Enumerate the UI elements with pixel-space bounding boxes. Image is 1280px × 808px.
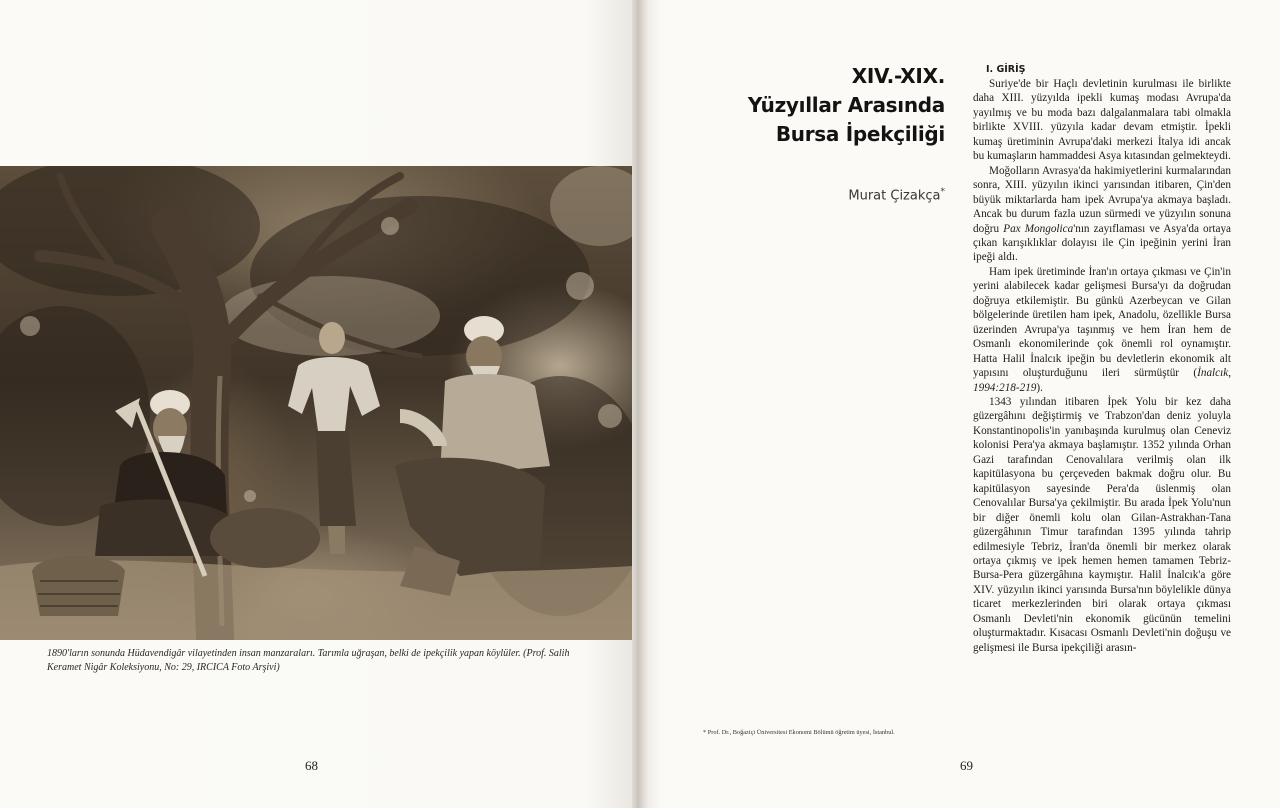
left-page xyxy=(0,0,636,808)
photo-caption: 1890'ların sonunda Hüdavendigâr vilayetinden insan manzaraları. Tarımla uğraşan, belki de ipekçilik yapan köylüler. (Prof. Salih Keramet Nigâr Koleksiyonu, No: 29, IRCICA Foto Arşivi) xyxy=(47,648,570,673)
paragraph-1: Suriye'de bir Haçlı devletinin kurulması ile birlikte daha XIII. yüzyılda ipekli kumaş modası Avrupa'da yayılmış ve bu moda bazı dalgalanmalara tabi olmakla birlikte XVIII. yüzyıla kadar devam etmiştir. İpekli kumaş üretiminin Avrupa'daki merkezi İtalya idi ancak bu kumaşların hammaddesi Asya kıtasından gelmekteydi. xyxy=(973,78,1231,163)
title-line-2: Yüzyıllar Arasında xyxy=(747,93,945,117)
paragraph-3-text-a: Ham ipek üretiminde İran'ın ortaya çıkması ve Çin'in yerini alabilecek kadar gelişmesi Bursa'yı da doğrudan doğruya etkilemiştir. Bu günkü Azerbeycan ve Gilan bölgelerinde üretilen ham ipek, Anadolu, özellikle Bursa üzerinden Avrupa'ya taşınmış ve hem İran hem de Osmanlı ekonomilerinde çok önemli rol oynamıştır. Hatta Halil İnalcık ipeğin bu devletlerin ekonomik alt yapısını oluşturduğunu ileri sürmüştür ( xyxy=(973,265,1231,380)
author-text: Murat Çizakça xyxy=(848,188,941,204)
citation-inalcik: İnalcık, 1994:218-219 xyxy=(973,367,1231,394)
page-number-left: 68 xyxy=(305,758,318,773)
author-footnote-mark: * xyxy=(940,187,945,197)
paragraph-3-text-b: ). xyxy=(1036,381,1043,394)
page-number-right: 69 xyxy=(960,758,973,773)
paragraph-2-text-b: 'nın zayıflaması ve Asya'da ortaya çıkan karışıklıklar dolayısı ile Çin ipeğinin yerini İran ipeği aldı. xyxy=(973,222,1232,264)
paragraph-2-text-a: Moğolların Avrasya'da hakimiyetlerini kurmalarından sonra, XIII. yüzyılın ikinci yarısından itibaren, Çin'den büyük miktarlarda ham ipek Avrupa'ya akmaya başladı. Ancak bu durum fazla uzun sürmedi ve yüzyılın sonuna doğru xyxy=(973,164,1231,235)
title-line-1: XIV.-XIX. xyxy=(851,64,945,88)
paragraph-3 xyxy=(973,265,1231,395)
paragraph-4: 1343 yılından itibaren İpek Yolu bir kez daha güzergâhını değiştirmiş ve Trabzon'dan deniz yoluyla Konstantinopolis'in yanıbaşında kurulmuş olan Ceneviz kolonisi Pera'ya akmaya başlamıştır. 1352 yılında Orhan Gazi tarafından Cenovalılara verilmiş olan ilk kapitülasyona bu çerçeveden bakmak doğru olur. Bu kapitülasyon sayesinde Pera'da üslenmiş olan Cenovalılar Bursa'ya çekilmiştir. Bu arada İpek Yolu'nun bir diğer önemli kolu olan Gilan-Astrakhan-Tana güzergâhının Timur tarafından 1395 yılında tahrip edilmesiyle Tebriz, İran'da önemli bir merkez olarak ortaya çıkmış ve ipek hemen hemen tamamen Tebriz-Bursa-Pera güzergâhına kaymıştır. Halil İnalcık'a göre XIV. yüzyılın ikinci yarısında Bursa'nın böylelikle dünya ticaret merkezlerinden biri olarak ortaya çıkması Osmanlı Devleti'nin ekonomik gücünün temelini oluşturmaktadır. Kısacası Osmanlı Devleti'nin doğuşu ve gelişmesi ile Bursa ipekçiliği arasın- xyxy=(973,395,1231,654)
section-heading: I. GİRİŞ xyxy=(986,64,1026,75)
photo-illustration xyxy=(0,166,632,640)
article-title xyxy=(700,62,945,149)
author-footnote: * Prof. Dr., Boğaziçi Üniversitesi Ekonomi Bölümü öğretim üyesi, İstanbul. xyxy=(703,729,895,736)
historical-photo xyxy=(0,166,632,640)
title-line-3: Bursa İpekçiliği xyxy=(775,122,945,146)
article-body xyxy=(973,62,1231,655)
pax-mongolica-term: Pax Mongolica xyxy=(1003,222,1074,235)
paragraph-2 xyxy=(973,164,1231,265)
author-name xyxy=(760,187,945,203)
book-gutter xyxy=(632,0,662,808)
